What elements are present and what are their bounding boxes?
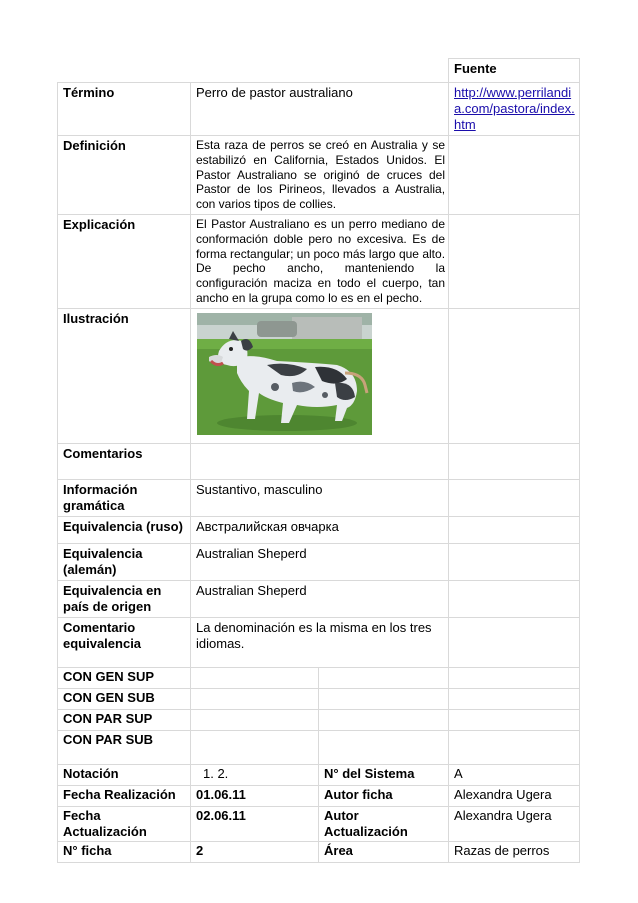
fecha-actualizacion-label: Fecha Actualización xyxy=(58,806,191,841)
row-fecha-realizacion xyxy=(58,785,580,806)
area-label: Área xyxy=(319,841,449,862)
row-con-gen-sup xyxy=(58,667,580,688)
concept-label: CON PAR SUP xyxy=(58,709,191,730)
fecha-actualizacion-value: 02.06.11 xyxy=(191,806,319,841)
info-gram-value: Sustantivo, masculino xyxy=(191,479,449,516)
notacion-label: Notación xyxy=(58,764,191,785)
row-fecha-actualizacion xyxy=(58,806,580,841)
equiv-origen-label: Equivalencia en país de origen xyxy=(58,580,191,617)
australian-shepherd-illustration xyxy=(197,313,372,435)
comentarios-label: Comentarios xyxy=(58,443,191,479)
row-notacion xyxy=(58,764,580,785)
termino-value: Perro de pastor australiano xyxy=(191,83,449,136)
explicacion-label: Explicación xyxy=(58,214,191,308)
term-table xyxy=(57,58,580,863)
ilustracion-label: Ilustración xyxy=(58,308,191,443)
row-comentarios xyxy=(58,443,580,479)
concept-label: CON GEN SUP xyxy=(58,667,191,688)
explicacion-value: El Pastor Australiano es un perro mediano de conformación doble pero no excesiva. Es de forma rectangular; un poco más largo que alto. De pecho ancho, manteniendo la configuración maciza en todo el cuerpo, tan ancho en la grupa como lo es en el pecho. xyxy=(191,214,449,308)
definicion-value: Esta raza de perros se creó en Australia y se estabilizó en California, Estados Unidos. El Pastor Australiano se originó de cruces del Pastor de los Pirineos, llevados a Australia, con varios tipos de collies. xyxy=(191,136,449,215)
row-con-par-sup xyxy=(58,709,580,730)
info-gram-label: Información gramática xyxy=(58,479,191,516)
sistema-label: N° del Sistema xyxy=(319,764,449,785)
fecha-realizacion-value: 01.06.11 xyxy=(191,785,319,806)
concept-label: CON PAR SUB xyxy=(58,730,191,764)
equiv-aleman-label: Equivalencia (alemán) xyxy=(58,543,191,580)
terminology-card xyxy=(57,58,579,863)
fuente-header: Fuente xyxy=(449,59,580,83)
concept-label: CON GEN SUB xyxy=(58,688,191,709)
autor-ficha-label: Autor ficha xyxy=(319,785,449,806)
row-termino xyxy=(58,83,580,136)
row-definicion xyxy=(58,136,580,215)
ficha-label: N° ficha xyxy=(58,841,191,862)
fecha-realizacion-label: Fecha Realización xyxy=(58,785,191,806)
equiv-ruso-label: Equivalencia (ruso) xyxy=(58,516,191,543)
equiv-aleman-value: Australian Sheperd xyxy=(191,543,449,580)
area-value: Razas de perros xyxy=(449,841,580,862)
row-con-gen-sub xyxy=(58,688,580,709)
row-equiv-ruso xyxy=(58,516,580,543)
autor-ficha-value: Alexandra Ugera xyxy=(449,785,580,806)
comentarios-value xyxy=(191,443,449,479)
dog-photo xyxy=(197,313,372,435)
row-ficha xyxy=(58,841,580,862)
row-coment-equiv xyxy=(58,617,580,667)
row-info-gram xyxy=(58,479,580,516)
source-link[interactable]: http://www.perrilandia.com/pastora/index.htm xyxy=(454,85,575,132)
header-row xyxy=(58,59,580,83)
row-equiv-origen xyxy=(58,580,580,617)
termino-label: Término xyxy=(58,83,191,136)
notacion-value: 1. 2. xyxy=(191,764,319,785)
row-explicacion xyxy=(58,214,580,308)
autor-actualizacion-label: Autor Actualización xyxy=(319,806,449,841)
definicion-label: Definición xyxy=(58,136,191,215)
equiv-ruso-value: Австралийская овчарка xyxy=(191,516,449,543)
row-equiv-aleman xyxy=(58,543,580,580)
autor-actualizacion-value: Alexandra Ugera xyxy=(449,806,580,841)
row-ilustracion xyxy=(58,308,580,443)
sistema-value: A xyxy=(449,764,580,785)
equiv-origen-value: Australian Sheperd xyxy=(191,580,449,617)
coment-equiv-label: Comentario equivalencia xyxy=(58,617,191,667)
row-con-par-sub xyxy=(58,730,580,764)
ficha-value: 2 xyxy=(191,841,319,862)
coment-equiv-value: La denominación es la misma en los tres idiomas. xyxy=(191,617,449,667)
